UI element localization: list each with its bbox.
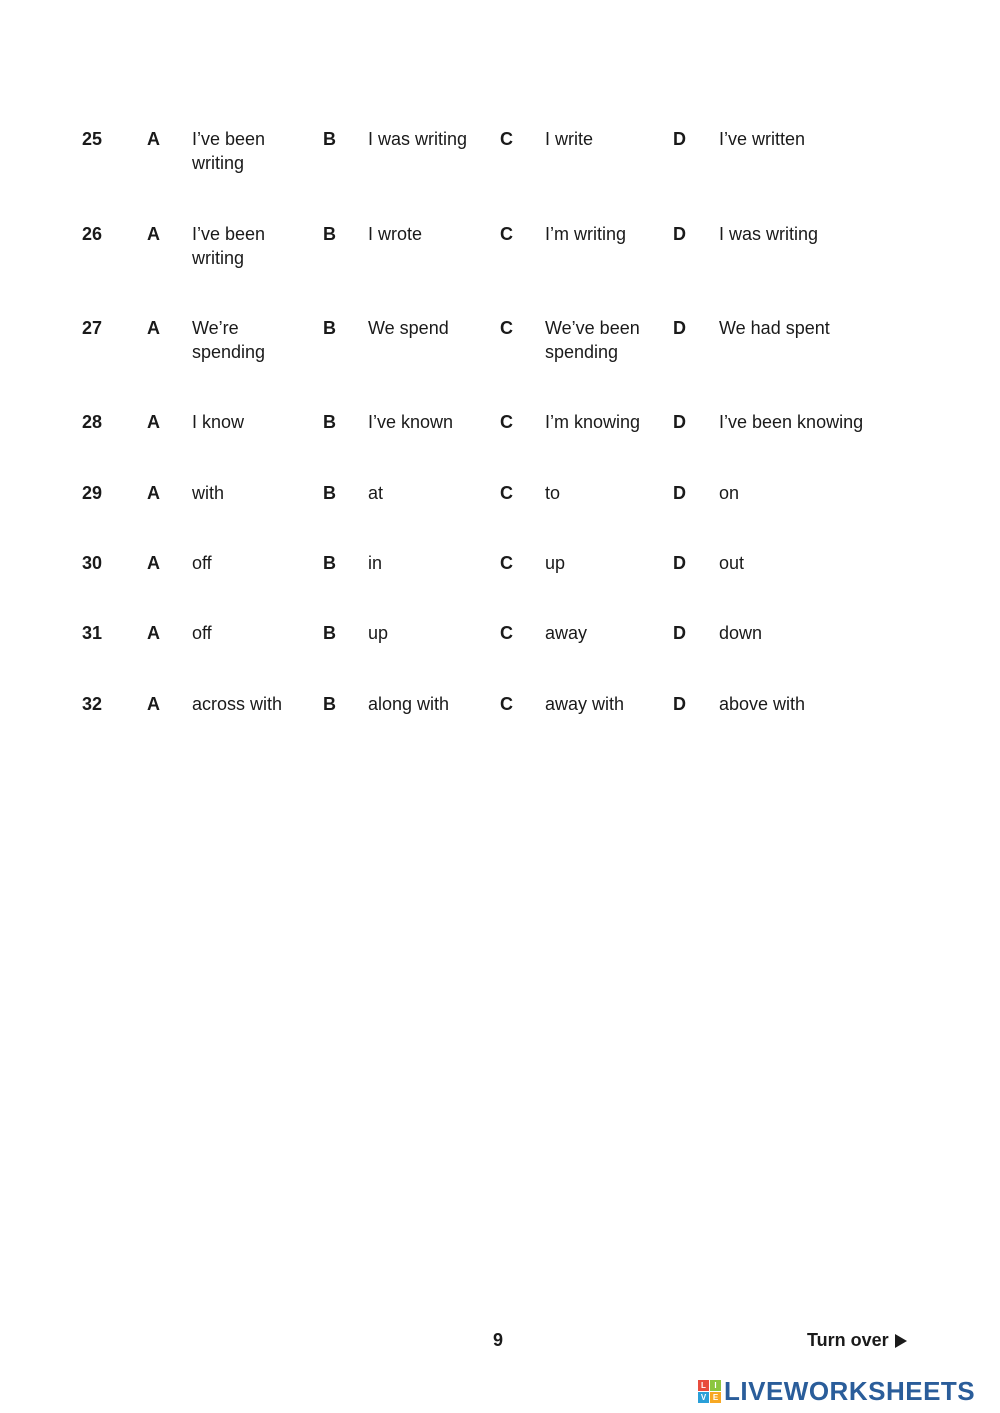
option-b-text: We spend — [368, 318, 449, 338]
question-number: 25 — [82, 129, 103, 149]
right-triangle-arrow-icon — [895, 1334, 907, 1348]
turn-over — [807, 1330, 907, 1351]
option-d-letter: D — [673, 553, 686, 573]
question-row-25 — [0, 128, 1000, 188]
option-c-text: I’m knowing — [545, 412, 641, 432]
option-a-text: I’ve been writing — [192, 224, 266, 268]
option-a-text: off — [192, 553, 212, 573]
option-b-text: in — [368, 553, 383, 573]
option-c-text: I’m writing — [545, 224, 627, 244]
option-a-text: I’ve been writing — [192, 129, 266, 173]
option-a-letter: A — [147, 129, 160, 149]
option-a-text: with — [192, 483, 225, 503]
option-a-text: across with — [192, 694, 283, 714]
option-c-letter: C — [500, 129, 513, 149]
option-b-letter: B — [323, 412, 336, 432]
option-d-letter: D — [673, 412, 686, 432]
turn-over-label: Turn over — [807, 1330, 889, 1350]
option-a-letter: A — [147, 694, 160, 714]
question-number: 31 — [82, 623, 103, 643]
option-c-letter: C — [500, 483, 513, 503]
option-d-letter: D — [673, 129, 686, 149]
question-row-30 — [0, 552, 1000, 612]
option-c-letter: C — [500, 553, 513, 573]
question-row-26 — [0, 223, 1000, 283]
option-a-text: off — [192, 623, 212, 643]
logo-letter: L — [698, 1380, 709, 1391]
option-a-letter: A — [147, 623, 160, 643]
question-row-31 — [0, 622, 1000, 682]
question-number: 27 — [82, 318, 103, 338]
option-b-letter: B — [323, 318, 336, 338]
option-d-text: down — [719, 623, 763, 643]
option-a-text: I know — [192, 412, 245, 432]
option-c-letter: C — [500, 318, 513, 338]
option-c-text: I write — [545, 129, 594, 149]
option-a-letter: A — [147, 483, 160, 503]
option-a-text: We’re spending — [192, 318, 266, 362]
option-d-text: I was writing — [719, 224, 819, 244]
option-c-text: away — [545, 623, 588, 643]
option-b-letter: B — [323, 483, 336, 503]
option-b-letter: B — [323, 129, 336, 149]
question-row-29 — [0, 482, 1000, 542]
option-d-text: I’ve been knowing — [719, 412, 864, 432]
option-c-text: up — [545, 553, 566, 573]
option-a-letter: A — [147, 412, 160, 432]
option-b-text: along with — [368, 694, 450, 714]
logo-letter: V — [698, 1392, 709, 1403]
liveworksheets-logo-icon — [698, 1380, 721, 1403]
option-b-letter: B — [323, 224, 336, 244]
option-d-text: above with — [719, 694, 806, 714]
option-b-text: I wrote — [368, 224, 423, 244]
logo-letter: E — [710, 1392, 721, 1403]
option-b-text: up — [368, 623, 389, 643]
option-a-letter: A — [147, 318, 160, 338]
option-c-letter: C — [500, 694, 513, 714]
option-b-letter: B — [323, 694, 336, 714]
option-b-text: at — [368, 483, 384, 503]
option-b-letter: B — [323, 623, 336, 643]
liveworksheets-watermark — [698, 1376, 975, 1407]
question-number: 32 — [82, 694, 103, 714]
question-number: 26 — [82, 224, 103, 244]
option-b-letter: B — [323, 553, 336, 573]
option-c-text: away with — [545, 694, 625, 714]
option-c-text: We’ve been spending — [545, 318, 640, 362]
option-b-text: I was writing — [368, 129, 468, 149]
option-d-letter: D — [673, 694, 686, 714]
question-row-27 — [0, 317, 1000, 377]
option-c-letter: C — [500, 623, 513, 643]
question-number: 29 — [82, 483, 103, 503]
option-b-text: I’ve known — [368, 412, 454, 432]
logo-letter: I — [710, 1380, 721, 1391]
option-d-letter: D — [673, 224, 686, 244]
option-d-letter: D — [673, 623, 686, 643]
option-a-letter: A — [147, 553, 160, 573]
option-d-text: I’ve written — [719, 129, 806, 149]
question-row-32 — [0, 693, 1000, 753]
watermark-brand-text: LIVEWORKSHEETS — [724, 1376, 976, 1406]
option-d-text: We had spent — [719, 318, 830, 338]
question-number: 28 — [82, 412, 103, 432]
option-d-text: out — [719, 553, 745, 573]
option-a-letter: A — [147, 224, 160, 244]
question-row-28 — [0, 411, 1000, 471]
option-c-letter: C — [500, 224, 513, 244]
option-d-letter: D — [673, 483, 686, 503]
option-d-text: on — [719, 483, 740, 503]
option-d-letter: D — [673, 318, 686, 338]
question-number: 30 — [82, 553, 103, 573]
option-c-text: to — [545, 483, 561, 503]
page-number: 9 — [493, 1330, 504, 1350]
option-c-letter: C — [500, 412, 513, 432]
